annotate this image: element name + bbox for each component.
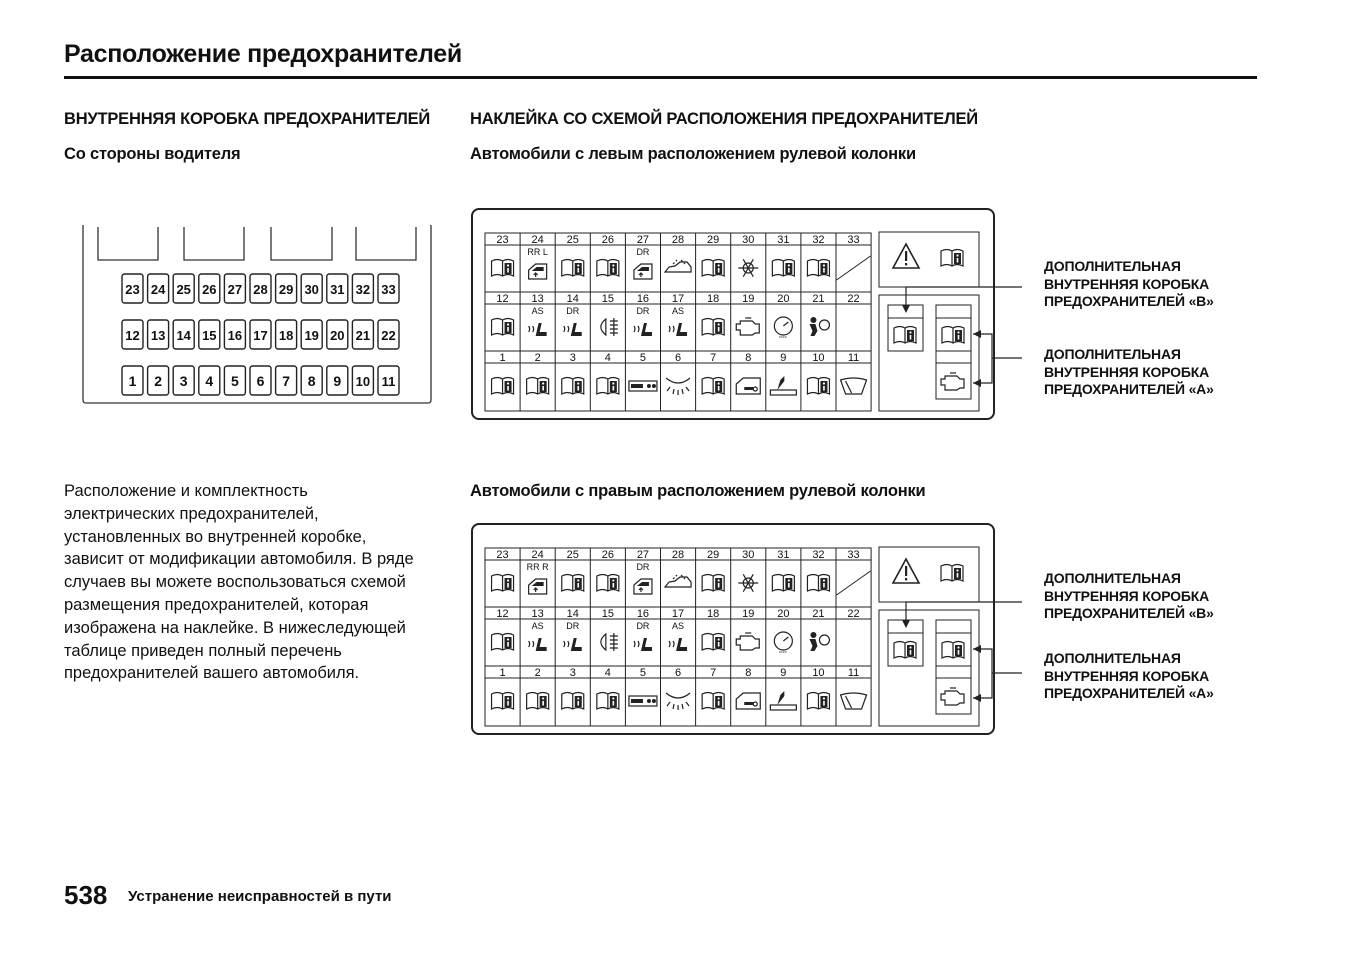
fuse-number: 18 xyxy=(278,328,294,343)
fuse-caption: RR R xyxy=(526,562,549,572)
fuse-number: 32 xyxy=(355,282,371,297)
fuse-number: 9 xyxy=(780,352,787,364)
fuse-number: 14 xyxy=(176,328,191,343)
fuse-number: 33 xyxy=(847,234,860,246)
lhd-subheading: Автомобили с левым расположением рулевой колонки xyxy=(470,145,916,163)
seat-heater-icon xyxy=(564,638,582,651)
empty-slot-icon xyxy=(837,256,871,280)
callout-box-b-rhd: ДОПОЛНИТЕЛЬНАЯ ВНУТРЕННЯЯ КОРОБКА ПРЕДОХРАНИТЕЛЕЙ «B» xyxy=(1044,570,1214,621)
rear-door-window-icon xyxy=(529,264,547,279)
fuse-caption: AS xyxy=(531,621,544,631)
fuse-number: 7 xyxy=(710,667,717,679)
book-icon xyxy=(492,378,514,395)
fuse-caption: RR L xyxy=(527,247,548,257)
fuse-slot xyxy=(327,274,348,303)
fuse-slot xyxy=(276,320,297,349)
fuse-caption: AS xyxy=(672,621,685,631)
fuse-number: 4 xyxy=(205,373,214,389)
fuse-number: 15 xyxy=(601,293,614,305)
fuse-number: 6 xyxy=(256,373,265,389)
fuse-number: 3 xyxy=(569,667,576,679)
fuse-number: 19 xyxy=(742,293,755,305)
fuse-number: 28 xyxy=(671,549,685,561)
fuse-number: 30 xyxy=(742,234,755,246)
engine-icon xyxy=(736,633,759,650)
book-icon xyxy=(702,260,724,277)
fuse-slot xyxy=(122,320,143,349)
book-icon xyxy=(492,634,514,651)
fuse-number: 14 xyxy=(566,608,579,620)
book-icon xyxy=(562,260,584,277)
fuse-number: 16 xyxy=(636,608,650,620)
fuse-slot xyxy=(199,320,220,349)
fuse-number: 2 xyxy=(534,667,541,679)
fuse-number: 11 xyxy=(381,374,396,389)
warning-read-manual-box xyxy=(879,232,979,287)
callout-box-b-lhd: ДОПОЛНИТЕЛЬНАЯ ВНУТРЕННЯЯ КОРОБКА ПРЕДОХРАНИТЕЛЕЙ «B» xyxy=(1044,258,1214,309)
book-icon xyxy=(807,260,829,277)
fuse-number: 7 xyxy=(282,373,290,389)
fuse-number: 26 xyxy=(601,549,614,561)
fuse-number: 27 xyxy=(636,234,650,246)
book-icon xyxy=(941,565,963,582)
book-icon xyxy=(772,575,794,592)
fuse-number: 1 xyxy=(499,667,506,679)
fuse-number: 25 xyxy=(566,234,579,246)
interior-light-icon xyxy=(666,693,690,710)
fuse-number: 26 xyxy=(202,282,217,297)
fuse-number: 2 xyxy=(534,352,541,364)
fuse-label-heading: НАКЛЕЙКА СО СХЕМОЙ РАСПОЛОЖЕНИЯ ПРЕДОХРАНИТЕЛЕЙ xyxy=(470,110,978,128)
fuse-number: 25 xyxy=(176,282,191,297)
fuse-slot xyxy=(301,366,322,395)
fuse-caption: DR xyxy=(636,306,650,316)
fuse-slot xyxy=(224,366,245,395)
book-icon xyxy=(942,327,964,344)
fuse-number: 1 xyxy=(128,373,137,389)
fuse-number: 15 xyxy=(601,608,614,620)
fuse-number: 12 xyxy=(496,608,509,620)
fuse-slot xyxy=(250,366,271,395)
fuse-caption: AS xyxy=(672,306,685,316)
fuse-number: 29 xyxy=(278,282,294,297)
fuse-slot xyxy=(327,366,348,395)
book-icon xyxy=(942,642,964,659)
lighter-icon xyxy=(770,376,796,395)
sub-fuse-box-area xyxy=(879,295,979,411)
fuse-number: 4 xyxy=(604,352,611,364)
fuse-slot xyxy=(352,366,373,395)
book-icon xyxy=(562,575,584,592)
radio-icon xyxy=(629,381,657,391)
fuse-caption: DR xyxy=(566,621,580,631)
fuse-caption: DR xyxy=(636,247,650,257)
footer-section-title: Устранение неисправностей в пути xyxy=(128,888,392,905)
ac-snowflake-icon xyxy=(738,574,758,591)
fuse-number: 24 xyxy=(150,282,166,297)
fuse-number: 30 xyxy=(304,282,319,297)
interior-fuse-box-heading: ВНУТРЕННЯЯ КОРОБКА ПРЕДОХРАНИТЕЛЕЙ xyxy=(64,110,431,128)
book-icon xyxy=(941,250,963,267)
fuse-number: 29 xyxy=(707,549,720,561)
fuse-number: 17 xyxy=(671,293,685,305)
fuse-number: 19 xyxy=(742,608,755,620)
fuse-number: 1 xyxy=(499,352,506,364)
fuse-number: 15 xyxy=(202,328,217,343)
book-icon xyxy=(562,693,584,710)
book-icon xyxy=(597,378,619,395)
fuse-slot xyxy=(148,366,169,395)
fuse-number: 24 xyxy=(531,549,544,561)
door-window-icon xyxy=(634,579,652,594)
seat-heater-icon xyxy=(634,323,652,336)
fuse-number: 16 xyxy=(227,328,243,343)
fuse-number: 2 xyxy=(154,373,162,389)
fuse-slot xyxy=(224,320,245,349)
fuse-number: 8 xyxy=(745,667,752,679)
fuse-number: 28 xyxy=(671,234,685,246)
fuse-number: 12 xyxy=(496,293,509,305)
book-icon xyxy=(527,693,549,710)
fuse-slot xyxy=(250,320,271,349)
engine-icon xyxy=(941,373,964,390)
fuse-number: 28 xyxy=(253,282,268,297)
book-icon xyxy=(807,575,829,592)
fuse-number: 19 xyxy=(304,328,319,343)
fuse-number: 7 xyxy=(710,352,717,364)
fuse-slot xyxy=(378,320,399,349)
fuse-number: 9 xyxy=(780,667,787,679)
fuse-number: 33 xyxy=(381,282,396,297)
book-icon xyxy=(492,575,514,592)
book-icon xyxy=(597,260,619,277)
book-icon xyxy=(772,260,794,277)
fuse-number: 16 xyxy=(636,293,650,305)
fuse-number: 31 xyxy=(777,234,790,246)
fuse-number: 31 xyxy=(777,549,790,561)
fuse-number: 33 xyxy=(847,549,860,561)
interior-fuse-box-diagram xyxy=(80,222,434,406)
warning-triangle-icon xyxy=(893,559,919,583)
car-roof-icon xyxy=(665,260,691,272)
fuse-number: 13 xyxy=(531,293,544,305)
seat-heater-icon xyxy=(634,638,652,651)
seat-heater-icon xyxy=(529,323,547,336)
fuse-label-rhd xyxy=(470,523,1030,742)
wiper-icon xyxy=(841,693,867,709)
fuse-number: 17 xyxy=(253,328,268,343)
fuse-number: 23 xyxy=(496,234,509,246)
fuse-caption: DR xyxy=(566,306,580,316)
fuse-slot xyxy=(148,320,169,349)
fuse-caption: DR xyxy=(636,621,650,631)
fuse-number: 14 xyxy=(566,293,579,305)
seat-heater-icon xyxy=(529,638,547,651)
fuse-number: 5 xyxy=(639,667,647,679)
fuse-number: 3 xyxy=(569,352,576,364)
fuse-number: 5 xyxy=(639,352,647,364)
fuse-slot xyxy=(199,366,220,395)
fuse-number: 23 xyxy=(125,282,140,297)
fuse-number: 10 xyxy=(355,374,371,389)
fuse-number: 29 xyxy=(707,234,720,246)
seat-heater-icon xyxy=(669,323,687,336)
fuse-number: 20 xyxy=(330,328,345,343)
fuse-slot xyxy=(378,366,399,395)
ac-snowflake-icon xyxy=(738,259,758,276)
fuse-slot xyxy=(148,274,169,303)
fuse-table xyxy=(485,233,871,411)
fuse-number: 13 xyxy=(150,328,166,343)
airbag-icon xyxy=(809,317,829,336)
fuse-number: 13 xyxy=(531,608,544,620)
book-icon xyxy=(527,378,549,395)
book-icon xyxy=(597,575,619,592)
fuse-number: 22 xyxy=(381,328,396,343)
lighter-icon xyxy=(770,691,796,710)
fuse-number: 6 xyxy=(674,352,682,364)
fuse-slot xyxy=(173,366,194,395)
fuse-description: Расположение и комплектность электрических предохранителей, установленных во внутренней коробке, зависит от модификации автомобиля. В ряде случаев вы можете воспользоваться схемой размещения предохранителей, которая изображена на наклейке. В нижеследующей таблице приведен полный перечень предохранителей вашего автомобиля. xyxy=(64,482,414,683)
fuse-slot xyxy=(276,274,297,303)
fuse-number: 11 xyxy=(847,352,860,364)
fuse-caption: AS xyxy=(531,306,544,316)
fuse-number: 17 xyxy=(671,608,685,620)
fuse-number: 30 xyxy=(742,549,755,561)
gauge-icon xyxy=(774,632,792,652)
fog-lamp-icon xyxy=(601,633,618,651)
fuse-number: 27 xyxy=(227,282,243,297)
label-frame xyxy=(472,524,994,734)
warning-read-manual-box xyxy=(879,547,979,602)
fuse-number: 25 xyxy=(566,549,579,561)
fuse-number: 10 xyxy=(812,352,825,364)
book-icon xyxy=(562,378,584,395)
fuse-number: 31 xyxy=(330,282,345,297)
fuse-number: 24 xyxy=(531,234,544,246)
book-icon xyxy=(702,575,724,592)
book-icon xyxy=(702,319,724,336)
door-lock-icon xyxy=(736,693,760,709)
fuse-number: 21 xyxy=(812,608,825,620)
fuse-number: 20 xyxy=(777,293,790,305)
fuse-number: 4 xyxy=(604,667,611,679)
fuse-number: 12 xyxy=(125,328,140,343)
gauge-icon xyxy=(774,317,792,337)
callout-box-a-rhd: ДОПОЛНИТЕЛЬНАЯ ВНУТРЕННЯЯ КОРОБКА ПРЕДОХРАНИТЕЛЕЙ «A» xyxy=(1044,650,1214,701)
fuse-slot xyxy=(301,320,322,349)
label-frame xyxy=(472,209,994,419)
fuse-slot xyxy=(199,274,220,303)
book-icon xyxy=(894,327,916,344)
car-roof-icon xyxy=(665,575,691,587)
fuse-number: 22 xyxy=(847,293,860,305)
book-icon xyxy=(597,693,619,710)
rhd-subheading: Автомобили с правым расположением рулевой колонки xyxy=(470,482,926,500)
fuse-number: 27 xyxy=(636,549,650,561)
fuse-number: 6 xyxy=(674,667,682,679)
fuse-slot xyxy=(276,366,297,395)
door-window-icon xyxy=(634,264,652,279)
fuse-caption: DR xyxy=(636,562,650,572)
fuse-slot xyxy=(122,366,143,395)
fuse-slot xyxy=(378,274,399,303)
book-icon xyxy=(702,693,724,710)
fuse-number: 20 xyxy=(777,608,790,620)
book-icon xyxy=(894,642,916,659)
rear-door-window-icon xyxy=(529,579,547,594)
fuse-slot xyxy=(173,274,194,303)
fuse-slot xyxy=(250,274,271,303)
book-icon xyxy=(702,378,724,395)
fuse-slot xyxy=(224,274,245,303)
book-icon xyxy=(807,693,829,710)
fuse-number: 26 xyxy=(601,234,614,246)
empty-slot-icon xyxy=(837,571,871,595)
fuse-slot xyxy=(301,274,322,303)
fuse-slot xyxy=(352,320,373,349)
book-icon xyxy=(492,260,514,277)
airbag-icon xyxy=(809,632,829,651)
fuse-number: 32 xyxy=(812,234,825,246)
fuse-number: 23 xyxy=(496,549,509,561)
fuse-number: 10 xyxy=(812,667,825,679)
fuse-number: 18 xyxy=(707,293,720,305)
fuse-table xyxy=(485,548,871,726)
fuse-number: 21 xyxy=(355,328,371,343)
book-icon xyxy=(492,319,514,336)
interior-light-icon xyxy=(666,378,690,395)
fuse-number: 32 xyxy=(812,549,825,561)
fuse-slot xyxy=(122,274,143,303)
fuse-number: 8 xyxy=(745,352,752,364)
book-icon xyxy=(807,378,829,395)
fuse-number: 3 xyxy=(179,373,188,389)
warning-triangle-icon xyxy=(893,244,919,268)
book-icon xyxy=(492,693,514,710)
fuse-number: 8 xyxy=(307,373,316,389)
fuse-slot xyxy=(327,320,348,349)
fuse-number: 18 xyxy=(707,608,720,620)
fuse-number: 21 xyxy=(812,293,825,305)
seat-heater-icon xyxy=(564,323,582,336)
fog-lamp-icon xyxy=(601,318,618,336)
fuse-slot xyxy=(173,320,194,349)
page-number: 538 xyxy=(64,880,108,910)
title-divider xyxy=(64,76,1257,79)
fuse-slot xyxy=(352,274,373,303)
door-lock-icon xyxy=(736,378,760,394)
engine-icon xyxy=(736,318,759,335)
callout-box-a-lhd: ДОПОЛНИТЕЛЬНАЯ ВНУТРЕННЯЯ КОРОБКА ПРЕДОХРАНИТЕЛЕЙ «A» xyxy=(1044,346,1214,397)
sub-fuse-box-area xyxy=(879,610,979,726)
engine-icon xyxy=(941,688,964,705)
page-title: Расположение предохранителей xyxy=(64,40,462,68)
wiper-icon xyxy=(841,378,867,394)
fuse-number: 11 xyxy=(847,667,860,679)
radio-icon xyxy=(629,696,657,706)
fuse-label-lhd xyxy=(470,208,1030,427)
fuse-number: 5 xyxy=(231,373,239,389)
fuse-number: 9 xyxy=(333,373,342,389)
driver-side-subheading: Со стороны водителя xyxy=(64,145,241,163)
fuse-number: 22 xyxy=(847,608,860,620)
book-icon xyxy=(702,634,724,651)
seat-heater-icon xyxy=(669,638,687,651)
